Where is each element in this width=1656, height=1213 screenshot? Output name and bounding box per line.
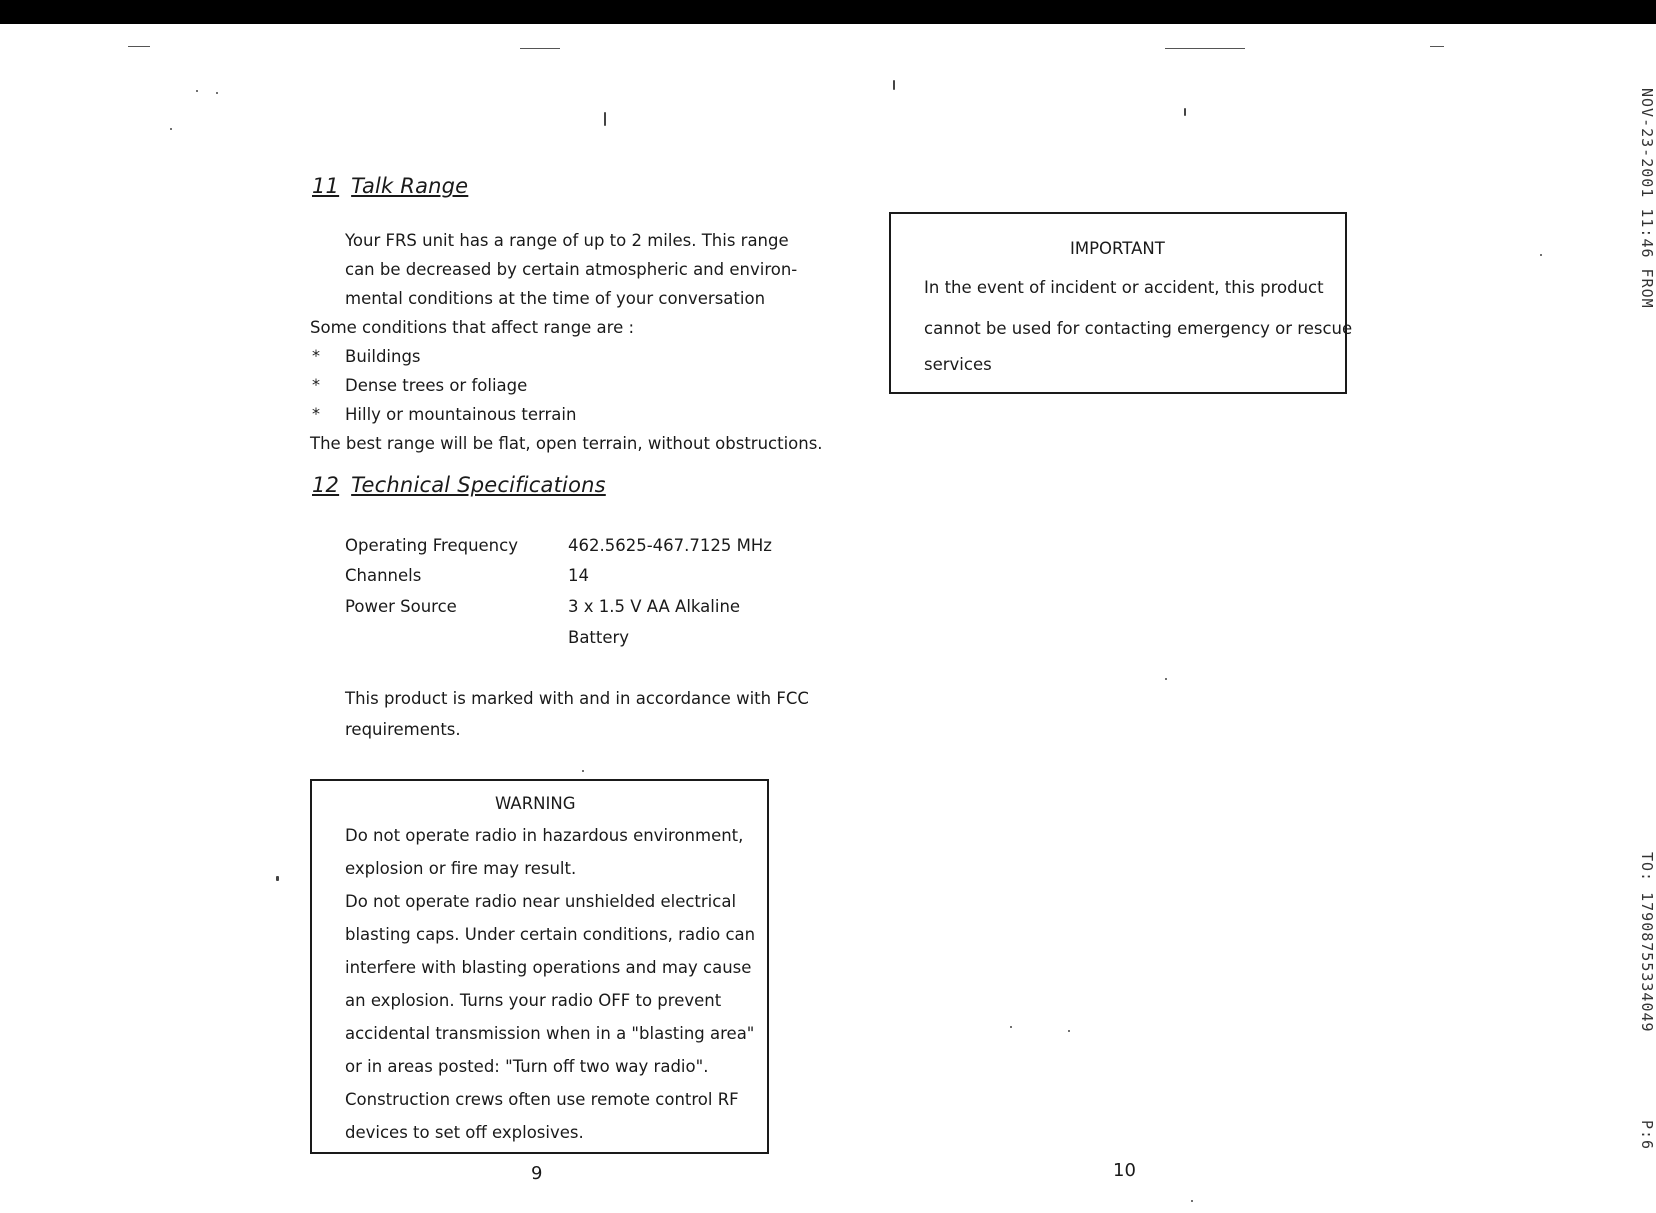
scan-speck <box>582 770 584 772</box>
section-heading-talk-range <box>312 174 468 198</box>
scan-top-bar <box>0 0 1656 24</box>
section-title: Talk Range <box>351 174 469 198</box>
important-line: services <box>924 355 992 374</box>
scan-speck <box>1010 1026 1012 1028</box>
scan-mark <box>520 48 560 49</box>
fax-header-top: NOV-23-2001 11:46 FROM <box>1638 88 1656 309</box>
fcc-text-line: requirements. <box>345 720 461 739</box>
scan-speck <box>170 128 172 130</box>
scan-mark <box>128 46 150 47</box>
scan-speck <box>1540 254 1542 256</box>
spec-value-continued: Battery <box>568 628 630 647</box>
condition-item: Hilly or mountainous terrain <box>345 405 577 424</box>
fax-header-middle: TO: 17908755334049 <box>1638 852 1656 1033</box>
spec-label: Channels <box>345 566 422 585</box>
talk-range-para-line: can be decreased by certain atmospheric and environ- <box>345 260 798 279</box>
conditions-intro: Some conditions that affect range are : <box>310 318 635 337</box>
scan-speck <box>1165 678 1167 680</box>
warning-line: an explosion. Turns your radio OFF to prevent <box>345 991 722 1010</box>
scan-speck <box>604 112 606 126</box>
condition-item: Buildings <box>345 347 421 366</box>
warning-line: or in areas posted: "Turn off two way radio". <box>345 1057 709 1076</box>
warning-line: accidental transmission when in a "blasting area" <box>345 1024 755 1043</box>
warning-box <box>310 779 769 1154</box>
important-box <box>889 212 1353 394</box>
spec-label: Power Source <box>345 597 457 616</box>
warning-line: interfere with blasting operations and may cause <box>345 958 752 977</box>
important-title: IMPORTANT <box>1070 239 1165 258</box>
fax-header-bottom: P:6 <box>1638 1120 1656 1151</box>
important-line: In the event of incident or accident, this product <box>924 278 1324 297</box>
scan-speck <box>1184 108 1186 116</box>
scan-speck <box>196 90 198 92</box>
scan-speck <box>1191 1200 1193 1202</box>
fcc-text-line: This product is marked with and in accordance with FCC <box>345 689 809 708</box>
condition-item: Dense trees or foliage <box>345 376 528 395</box>
talk-range-para-line: Your FRS unit has a range of up to 2 miles. This range <box>345 231 789 250</box>
scan-mark <box>1430 46 1444 47</box>
section-number: 12 <box>312 473 340 497</box>
spec-label: Operating Frequency <box>345 536 518 555</box>
scan-mark <box>1165 48 1245 49</box>
bullet-icon: * <box>312 375 320 394</box>
section-number: 11 <box>312 174 340 198</box>
talk-range-para-line: mental conditions at the time of your conversation <box>345 289 766 308</box>
warning-line: blasting caps. Under certain conditions, radio can <box>345 925 756 944</box>
important-line: cannot be used for contacting emergency or rescue <box>924 319 1353 338</box>
section-heading-tech-specs <box>312 473 606 497</box>
page-number-left: 9 <box>531 1163 543 1184</box>
warning-line: Construction crews often use remote control RF <box>345 1090 739 1109</box>
spec-value: 3 x 1.5 V AA Alkaline <box>568 597 741 616</box>
warning-title: WARNING <box>495 794 576 813</box>
bullet-icon: * <box>312 346 320 365</box>
warning-line: devices to set off explosives. <box>345 1123 584 1142</box>
warning-line: Do not operate radio in hazardous environment, <box>345 826 744 845</box>
section-title: Technical Specifications <box>351 473 606 497</box>
warning-line: Do not operate radio near unshielded electrical <box>345 892 737 911</box>
spec-value: 462.5625-467.7125 MHz <box>568 536 772 555</box>
warning-line: explosion or fire may result. <box>345 859 577 878</box>
spec-value: 14 <box>568 566 589 585</box>
scan-speck <box>216 92 218 94</box>
scan-speck <box>276 876 279 881</box>
scan-speck <box>1068 1030 1070 1032</box>
scan-speck <box>893 80 895 90</box>
bullet-icon: * <box>312 404 320 423</box>
page-number-right: 10 <box>1113 1160 1136 1181</box>
best-range-text: The best range will be flat, open terrain, without obstructions. <box>310 434 823 453</box>
